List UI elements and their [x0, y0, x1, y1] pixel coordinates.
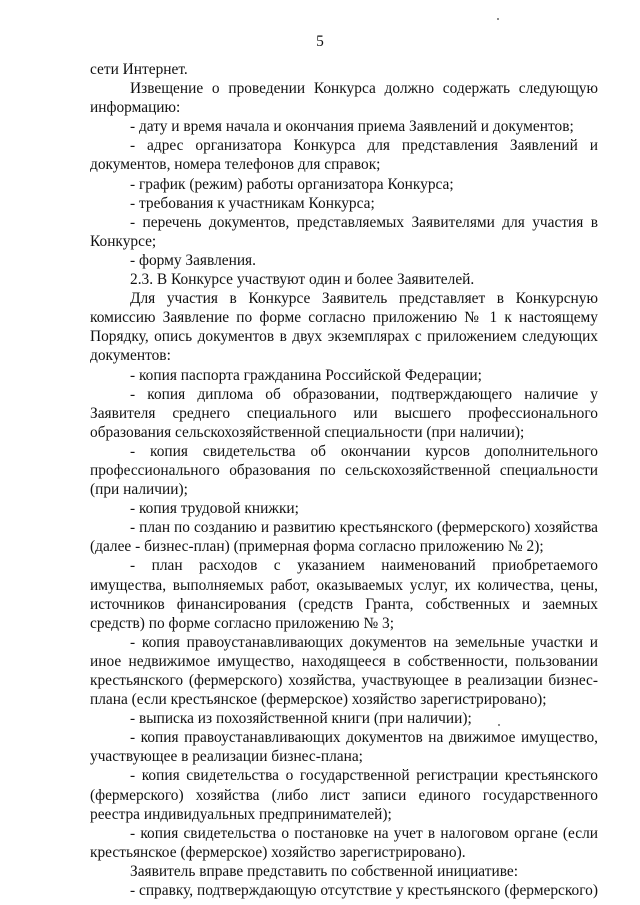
list-item: - копия правоустанавливающих документов на движимое имущество, участвующее в реализации бизнес-плана; [90, 729, 598, 766]
list-item: - дату и время начала и окончания приема Заявлений и документов; [130, 118, 574, 136]
list-item: - график (режим) работы организатора Конкурса; [130, 175, 454, 193]
scan-speck [497, 18, 499, 20]
scan-speck [498, 724, 500, 726]
list-item: - копия трудовой книжки; [130, 500, 299, 518]
list-item: - выписка из похозяйственной книги (при наличии); [130, 710, 472, 728]
list-item: - копия правоустанавливающих документов на земельные участки и иное недвижимое имущество, находящееся в собственности, пользовании крестьянского (фермерского) хозяйства, участвующее в реализации бизнес-плана (если крестьянское (фермерское) хозяйство зарегистрировано); [90, 633, 598, 709]
document-body [90, 60, 598, 900]
list-item: - план расходов с указанием наименований приобретаемого имущества, выполняемых работ, оказываемых услуг, их количества, цены, источников финансирования (средств Гранта, собственных и заемных средств) по форме согласно приложению № 3; [90, 557, 598, 632]
list-item: - справку, подтверждающую отсутствие у крестьянского (фермерского) [130, 882, 598, 900]
list-item: - форму Заявления. [130, 251, 256, 269]
paragraph: Заявитель вправе представить по собственной инициативе: [130, 862, 518, 880]
list-item: - требования к участникам Конкурса; [130, 194, 375, 212]
list-item: - копия свидетельства об окончании курсов дополнительного профессионального образования по сельскохозяйственной специальности (при наличии); [90, 442, 598, 499]
list-item: - копия свидетельства о постановке на учет в налоговом органе (если крестьянское (фермерское) хозяйство зарегистрировано). [90, 824, 598, 861]
page-number: 5 [316, 33, 324, 50]
paragraph: 2.3. В Конкурсе участвуют один и более Заявителей. [130, 271, 475, 289]
paragraph: Извещение о проведении Конкурса должно содержать следующую информацию: [90, 80, 598, 117]
list-item: - копия паспорта гражданина Российской Федерации; [130, 366, 482, 384]
list-item: - перечень документов, представляемых Заявителями для участия в Конкурсе; [90, 213, 598, 250]
list-item: - копия свидетельства о государственной регистрации крестьянского (фермерского) хозяйства (либо лист записи единого государственного реестра индивидуальных предпринимателей); [90, 767, 598, 823]
list-item: - адрес организатора Конкурса для представления Заявлений и документов, номера телефонов для справок; [90, 137, 598, 174]
list-item: - копия диплома об образовании, подтверждающего наличие у Заявителя среднего специального или высшего профессионального образования сельскохозяйственной специальности (при наличии); [90, 385, 598, 441]
list-item: - план по созданию и развитию крестьянского (фермерского) хозяйства (далее - бизнес-план) (примерная форма согласно приложению № 2); [90, 519, 598, 556]
paragraph: Для участия в Конкурсе Заявитель представляет в Конкурсную комиссию Заявление по форме согласно приложению № 1 к настоящему Порядку, опись документов в двух экземплярах с приложением следующих документов: [90, 290, 598, 365]
paragraph: сети Интернет. [90, 61, 188, 78]
